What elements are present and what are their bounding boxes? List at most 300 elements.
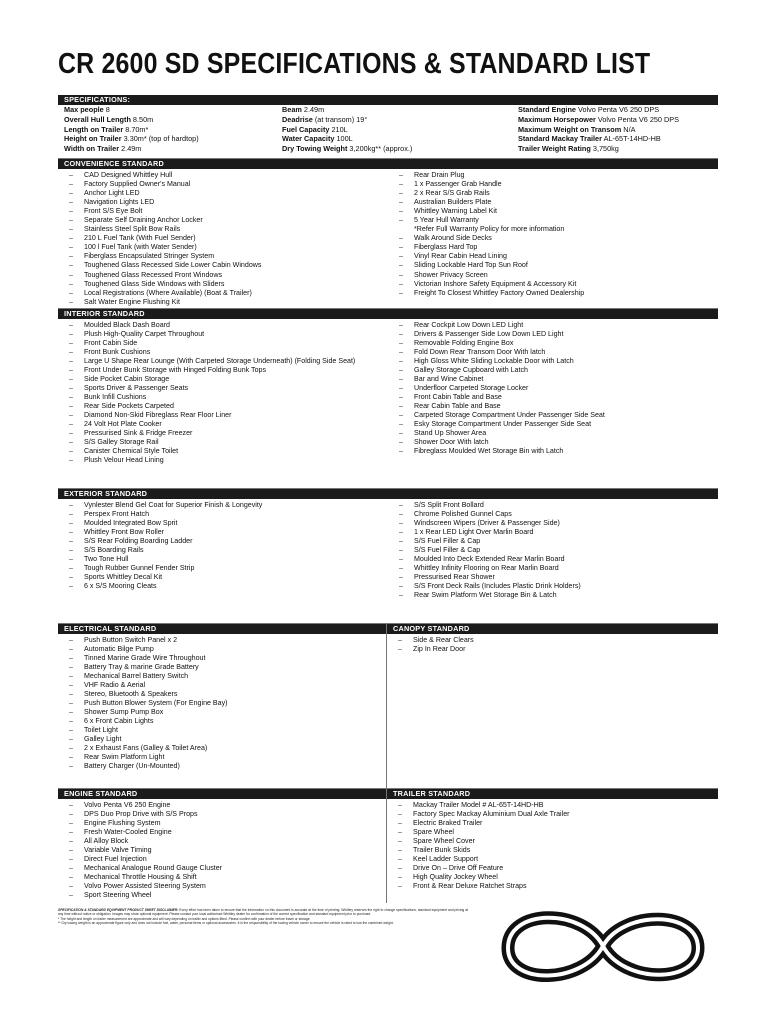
list-item: [58, 330, 388, 339]
dash-marker: –: [399, 356, 403, 365]
dash-marker: –: [69, 374, 73, 383]
dash-marker: –: [69, 402, 73, 411]
list-item-text: Esky Storage Compartment Under Passenger Side Seat: [414, 420, 592, 429]
list-item-text: 100 l Fuel Tank (with Water Sender): [84, 243, 197, 252]
dash-marker: –: [69, 527, 73, 536]
list-item: [58, 555, 388, 564]
dash-marker: –: [69, 818, 73, 827]
list-item-text: Side Pocket Cabin Storage: [84, 374, 170, 383]
list-item-text: Mechanical Analogue Round Gauge Cluster: [84, 864, 223, 873]
dash-marker: –: [69, 261, 73, 270]
list-item-text: Local Registrations (Where Available) (Boat & Trailer): [84, 288, 252, 297]
list-item-text: Stainless Steel Split Bow Rails: [84, 225, 181, 234]
list-item: [58, 243, 388, 252]
dash-marker: –: [398, 644, 402, 653]
dash-marker: –: [398, 827, 402, 836]
list-item-text: 1 x Rear LED Light Over Marlin Board: [414, 527, 534, 536]
electrical-list: [58, 634, 386, 772]
spec-row: [282, 115, 518, 125]
trailer-header: TRAILER STANDARD: [387, 789, 718, 799]
list-item: [388, 261, 718, 270]
dash-marker: –: [398, 854, 402, 863]
list-item-text: Mackay Trailer Model # AL-65T-14HD-HB: [413, 800, 544, 809]
dash-marker: –: [69, 225, 73, 234]
list-item: [387, 645, 718, 654]
list-item: [388, 546, 718, 555]
dash-marker: –: [69, 762, 73, 771]
list-item: [58, 762, 386, 771]
exterior-header: EXTERIOR STANDARD: [58, 489, 718, 499]
spec-row: [282, 125, 518, 135]
dash-marker: –: [69, 207, 73, 216]
dash-marker: –: [69, 429, 73, 438]
list-item: [387, 819, 718, 828]
list-item-text: S/S Front Deck Rails (Includes Plastic Drink Holders): [414, 582, 581, 591]
spec-label: Fuel Capacity: [282, 124, 330, 134]
list-item-text: S/S Fuel Filler & Cap: [414, 545, 481, 554]
dash-marker: –: [399, 384, 403, 393]
spec-value: 3,200kg** (approx.): [347, 144, 413, 154]
list-item-text: Rear Swim Platform Wet Storage Bin & Latch: [414, 591, 557, 600]
spec-value: 8: [103, 105, 110, 114]
list-item-text: 2 x Rear S/S Grab Rails: [414, 189, 490, 198]
dash-marker: –: [399, 402, 403, 411]
electrical-section: [58, 624, 386, 788]
list-item-text: Front S/S Eye Bolt: [84, 207, 143, 216]
list-item: [58, 252, 388, 261]
list-item-text: Canister Chemical Style Toilet: [84, 447, 179, 456]
spec-row: [282, 134, 518, 144]
list-item: [58, 564, 388, 573]
list-item: [58, 357, 388, 366]
list-item: [58, 402, 388, 411]
list-item: [58, 321, 388, 330]
list-item-text: Factory Spec Mackay Aluminium Dual Axle Trailer: [413, 809, 570, 818]
dash-marker: –: [399, 527, 403, 536]
disclaimer-lead: SPECIFICATION & STANDARD EQUIPMENT PRODUCT SHEET DISCLAIMER:: [58, 908, 179, 912]
list-item: [388, 289, 718, 298]
list-item: [58, 171, 388, 180]
list-item-text: Anchor Light LED: [84, 189, 140, 198]
dash-marker: –: [399, 500, 403, 509]
list-item: [388, 528, 718, 537]
dash-marker: –: [69, 699, 73, 708]
list-item: [388, 198, 718, 207]
list-item: [387, 873, 718, 882]
dash-marker: –: [398, 864, 402, 873]
list-item: [388, 321, 718, 330]
list-item-text: Salt Water Engine Flushing Kit: [84, 297, 180, 306]
list-item: [58, 429, 388, 438]
list-item-text: Push Button Switch Panel x 2: [84, 635, 178, 644]
dash-marker: –: [69, 717, 73, 726]
list-item: [58, 225, 388, 234]
dash-marker: –: [69, 680, 73, 689]
list-item: [388, 243, 718, 252]
list-item: [58, 420, 388, 429]
specifications-header: SPECIFICATIONS:: [58, 95, 718, 105]
list-item-text: Large U Shape Rear Lounge (With Carpeted Storage Underneath) (Folding Side Seat): [84, 356, 356, 365]
dash-marker: –: [69, 329, 73, 338]
dash-marker: –: [69, 198, 73, 207]
spec-value: Volvo Penta V6 250 DPS: [595, 114, 680, 124]
dash-marker: –: [398, 836, 402, 845]
list-item-text: Electric Braked Trailer: [413, 818, 483, 827]
list-item-text: Galley Storage Cupboard with Latch: [414, 365, 528, 374]
list-item: [58, 375, 388, 384]
dash-marker: –: [399, 509, 403, 518]
list-item: [58, 864, 386, 873]
dash-marker: –: [69, 635, 73, 644]
list-item-text: Whittley Warning Label Kit: [414, 207, 497, 216]
spec-value: 2.49m: [119, 144, 142, 154]
dash-marker: –: [69, 270, 73, 279]
dash-marker: –: [399, 536, 403, 545]
dash-marker: –: [398, 635, 402, 644]
spec-value: 3.30m* (top of hardtop): [121, 134, 199, 144]
list-item-text: High Quality Jockey Wheel: [413, 873, 498, 882]
interior-right-list: [388, 321, 718, 466]
dash-marker: –: [69, 500, 73, 509]
list-item-text: Shower Door With latch: [414, 438, 489, 447]
dash-marker: –: [69, 809, 73, 818]
dash-marker: –: [398, 882, 402, 891]
list-item: [388, 384, 718, 393]
dash-marker: –: [69, 356, 73, 365]
list-item: [388, 582, 718, 591]
spec-label: Max people: [64, 105, 104, 114]
list-item: [58, 735, 386, 744]
list-item: [58, 819, 386, 828]
spec-row: [518, 134, 724, 144]
list-item-text: Rear Swim Platform Light: [84, 753, 165, 762]
list-item-text: Trailer Bunk Skids: [413, 845, 471, 854]
list-item: [58, 672, 386, 681]
dash-marker: –: [399, 591, 403, 600]
spec-row: [518, 105, 724, 115]
list-item-text: 1 x Passenger Grab Handle: [414, 180, 502, 189]
list-item-text: Fibreglass Moulded Wet Storage Bin with Latch: [414, 447, 564, 456]
dash-marker: –: [399, 288, 403, 297]
convenience-left-list: [58, 171, 388, 307]
dash-marker: –: [398, 818, 402, 827]
dash-marker: –: [399, 545, 403, 554]
list-item-text: Plush Velour Head Lining: [84, 456, 164, 465]
list-item-text: Victorian Inshore Safety Equipment & Accessory Kit: [414, 279, 577, 288]
spec-row: [64, 144, 282, 154]
list-item-text: Rear Side Pockets Carpeted: [84, 402, 174, 411]
dash-marker: –: [69, 189, 73, 198]
disclaimer: [58, 908, 468, 925]
list-item: [388, 411, 718, 420]
list-item-text: Toughened Glass Side Windows with Sliders: [84, 279, 225, 288]
engine-header: ENGINE STANDARD: [58, 789, 386, 799]
convenience-right-list: [388, 171, 718, 307]
list-item-text: Stand Up Shower Area: [414, 429, 487, 438]
list-item: [388, 402, 718, 411]
dash-marker: –: [69, 365, 73, 374]
list-item-text: Moulded Into Deck Extended Rear Marlin Board: [414, 554, 565, 563]
list-item: [388, 510, 718, 519]
trailer-section: [386, 789, 718, 903]
list-item: [58, 216, 388, 225]
spec-row: [282, 105, 518, 115]
list-item: [388, 429, 718, 438]
list-item: [58, 447, 388, 456]
spec-label: Standard Engine: [518, 105, 576, 114]
dash-marker: –: [399, 329, 403, 338]
list-item-text: Rear Cockpit Low Down LED Light: [414, 320, 524, 329]
canopy-header: CANOPY STANDARD: [387, 624, 718, 634]
dash-marker: –: [69, 393, 73, 402]
list-item: [388, 348, 718, 357]
spec-label: Water Capacity: [282, 134, 335, 144]
dash-marker: –: [69, 411, 73, 420]
spec-label: Dry Towing Weight: [282, 144, 348, 154]
dash-marker: –: [69, 170, 73, 179]
list-item-text: Walk Around Side Decks: [414, 234, 492, 243]
list-item-text: Vinyl Rear Cabin Head Lining: [414, 252, 507, 261]
dash-marker: –: [399, 411, 403, 420]
list-item-text: Spare Wheel Cover: [413, 836, 475, 845]
dash-marker: –: [399, 564, 403, 573]
list-item: [58, 366, 388, 375]
specs-col-3: [518, 105, 724, 154]
list-item-text: S/S Rear Folding Boarding Ladder: [84, 536, 193, 545]
dash-marker: –: [399, 438, 403, 447]
dash-marker: –: [69, 252, 73, 261]
spec-label: Deadrise: [282, 114, 313, 124]
list-item: [58, 384, 388, 393]
list-item: [388, 555, 718, 564]
list-item-text: Front Under Bunk Storage with Hinged Folding Bunk Tops: [84, 365, 267, 374]
list-item-text: Drive On – Drive Off Feature: [413, 864, 504, 873]
list-item: [58, 298, 388, 307]
list-item-text: Underfloor Carpeted Storage Locker: [414, 384, 529, 393]
list-item-text: Carpeted Storage Compartment Under Passenger Side Seat: [414, 411, 605, 420]
list-item-text: Front Bunk Cushions: [84, 347, 151, 356]
list-item-text: Navigation Lights LED: [84, 198, 155, 207]
spec-value: AL-65T-14HD-HB: [601, 134, 661, 144]
spec-value: 3,750kg: [590, 144, 619, 154]
list-item: [58, 339, 388, 348]
list-item: [58, 663, 386, 672]
spec-row: [64, 105, 282, 115]
dash-marker: –: [69, 320, 73, 329]
list-item: [58, 708, 386, 717]
list-item: [58, 645, 386, 654]
exterior-left-list: [58, 501, 388, 601]
list-item: [388, 330, 718, 339]
list-item-text: Whittley Infinity Flooring on Rear Marlin Board: [414, 564, 559, 573]
list-item: [58, 582, 388, 591]
list-item: [58, 753, 386, 762]
dash-marker: –: [69, 744, 73, 753]
list-item-text: Windscreen Wipers (Driver & Passenger Side): [414, 518, 560, 527]
dash-marker: –: [399, 279, 403, 288]
list-item-text: Tough Rubber Gunnel Fender Strip: [84, 564, 195, 573]
list-item-text: Bar and Wine Cabinet: [414, 374, 484, 383]
list-item: [388, 438, 718, 447]
dash-marker: –: [69, 836, 73, 845]
dash-marker: –: [398, 809, 402, 818]
spec-value: Volvo Penta V6 250 DPS: [575, 105, 660, 114]
list-item-text: Sliding Lockable Hard Top Sun Roof: [414, 261, 528, 270]
exterior-right-list: [388, 501, 718, 601]
dash-marker: –: [69, 689, 73, 698]
dash-marker: –: [399, 447, 403, 456]
list-item-text: 5 Year Hull Warranty: [414, 216, 479, 225]
disclaimer-note-1: * The height and length on trailer measurement are approximate and will vary depending on trailer and options fitted. Please confirm with your dealer before travel or storage.: [58, 916, 311, 921]
dash-marker: –: [398, 800, 402, 809]
list-item-text: DPS Duo Prop Drive with S/S Props: [84, 809, 198, 818]
list-item: [58, 828, 386, 837]
list-item: [58, 855, 386, 864]
dash-marker: –: [69, 545, 73, 554]
list-item: [58, 681, 386, 690]
list-item-text: Keel Ladder Support: [413, 854, 479, 863]
list-item-text: Fiberglass Hard Top: [414, 243, 478, 252]
list-item: [388, 280, 718, 289]
list-item-text: Mechanical Throttle Housing & Shift: [84, 873, 197, 882]
list-item: [58, 501, 388, 510]
dash-marker: –: [69, 854, 73, 863]
list-item-text: Galley Light: [84, 735, 122, 744]
list-item-text: Engine Flushing System: [84, 818, 161, 827]
list-item: [388, 180, 718, 189]
list-item-text: Fiberglass Encapsulated Stringer System: [84, 252, 215, 261]
dash-marker: –: [399, 261, 403, 270]
list-item-text: Moulded Integrated Bow Sprit: [84, 518, 178, 527]
spec-row: [64, 125, 282, 135]
list-item: [388, 357, 718, 366]
list-item: [388, 519, 718, 528]
spec-value: N/A: [621, 124, 636, 134]
list-item: [388, 234, 718, 243]
spec-row: [64, 134, 282, 144]
list-item-text: All Alloy Block: [84, 836, 129, 845]
list-item-text: High Gloss White Sliding Lockable Door with Latch: [414, 356, 574, 365]
dash-marker: –: [69, 735, 73, 744]
convenience-section: [58, 159, 718, 309]
list-item-text: Toilet Light: [84, 726, 118, 735]
dash-marker: –: [69, 447, 73, 456]
spec-label: Trailer Weight Rating: [518, 144, 591, 154]
dash-marker: –: [69, 509, 73, 518]
list-item-text: Removable Folding Engine Box: [414, 338, 514, 347]
list-item: [387, 828, 718, 837]
list-item: [58, 654, 386, 663]
dash-marker: –: [69, 582, 73, 591]
list-item-text: Toughened Glass Recessed Front Windows: [84, 270, 223, 279]
list-item-text: Shower Privacy Screen: [414, 270, 488, 279]
dash-marker: –: [399, 582, 403, 591]
list-item: [58, 289, 388, 298]
disclaimer-body: Every effort has been taken to ensure that the information on this document is accurate at the time of printing. Whittley reserves the right to change specifications, standard equipment and pricing at any time without notice or obligation. Images may show optional equipment. Please contact your local authorised Whittley dealer for confirmation of the current specification and standard equipment prior to purchase.: [58, 908, 468, 917]
list-item-text: Two Tone Hull: [84, 554, 129, 563]
convenience-header: CONVENIENCE STANDARD: [58, 159, 718, 169]
list-item-text: Drivers & Passenger Side Low Down LED Light: [414, 329, 564, 338]
dash-marker: –: [69, 845, 73, 854]
spec-label: Beam: [282, 105, 302, 114]
dash-marker: –: [69, 420, 73, 429]
dash-marker: –: [69, 438, 73, 447]
dash-marker: –: [69, 180, 73, 189]
exterior-section: [58, 489, 718, 624]
list-item: [58, 207, 388, 216]
list-item-text: Tinned Marine Grade Wire Throughout: [84, 653, 206, 662]
spec-sheet: [58, 95, 718, 903]
list-item: [387, 810, 718, 819]
list-item: [58, 234, 388, 243]
dash-marker: –: [69, 671, 73, 680]
list-item-text: Toughened Glass Recessed Side Lower Cabin Windows: [84, 261, 262, 270]
list-item-text: Bunk Infill Cushions: [84, 393, 147, 402]
list-item: [58, 438, 388, 447]
list-item-text: Shower Sump Pump Box: [84, 708, 164, 717]
list-item: [58, 456, 388, 465]
list-item-text: Zip In Rear Door: [413, 644, 466, 653]
spec-label: Height on Trailer: [64, 134, 122, 144]
dash-marker: –: [399, 347, 403, 356]
dash-marker: –: [69, 554, 73, 563]
list-item: [58, 873, 386, 882]
list-item: [58, 846, 386, 855]
list-item: [388, 564, 718, 573]
dash-marker: –: [69, 536, 73, 545]
list-item-text: S/S Fuel Filler & Cap: [414, 536, 481, 545]
trailer-list: [387, 799, 718, 891]
list-item: [388, 271, 718, 280]
spec-label: Length on Trailer: [64, 124, 124, 134]
canopy-section: [386, 624, 718, 788]
list-item: [388, 171, 718, 180]
list-item-text: Pressurised Sink & Fridge Freezer: [84, 429, 193, 438]
dash-marker: –: [69, 891, 73, 900]
list-item-text: S/S Boarding Rails: [84, 545, 144, 554]
list-item: [387, 801, 718, 810]
dash-marker: [388, 225, 414, 234]
list-item: [387, 846, 718, 855]
spec-row: [64, 115, 282, 125]
dash-marker: –: [69, 873, 73, 882]
spec-label: Standard Mackay Trailer: [518, 134, 602, 144]
spec-value: 2.49m: [301, 105, 325, 114]
dash-marker: –: [69, 800, 73, 809]
list-item: [58, 837, 386, 846]
list-item: [58, 717, 386, 726]
dash-marker: –: [69, 708, 73, 717]
dash-marker: –: [69, 347, 73, 356]
list-item: [58, 198, 388, 207]
list-item-text: Moulded Black Dash Board: [84, 320, 170, 329]
dash-marker: –: [69, 564, 73, 573]
spec-value: (at transom) 19°: [312, 114, 368, 124]
dash-marker: –: [69, 753, 73, 762]
spec-row: [282, 144, 518, 154]
dash-marker: –: [399, 207, 403, 216]
spec-value: 100L: [334, 134, 353, 144]
list-item-text: Pressurised Rear Shower: [414, 573, 495, 582]
dash-marker: –: [69, 662, 73, 671]
list-item-text: Front Cabin Table and Base: [414, 393, 502, 402]
list-item-text: Factory Supplied Owner's Manual: [84, 180, 191, 189]
specs-col-2: [282, 105, 518, 154]
list-item-text: Variable Valve Timing: [84, 845, 152, 854]
dash-marker: –: [399, 252, 403, 261]
list-item-text: Automatic Bilge Pump: [84, 644, 154, 653]
dash-marker: –: [69, 827, 73, 836]
